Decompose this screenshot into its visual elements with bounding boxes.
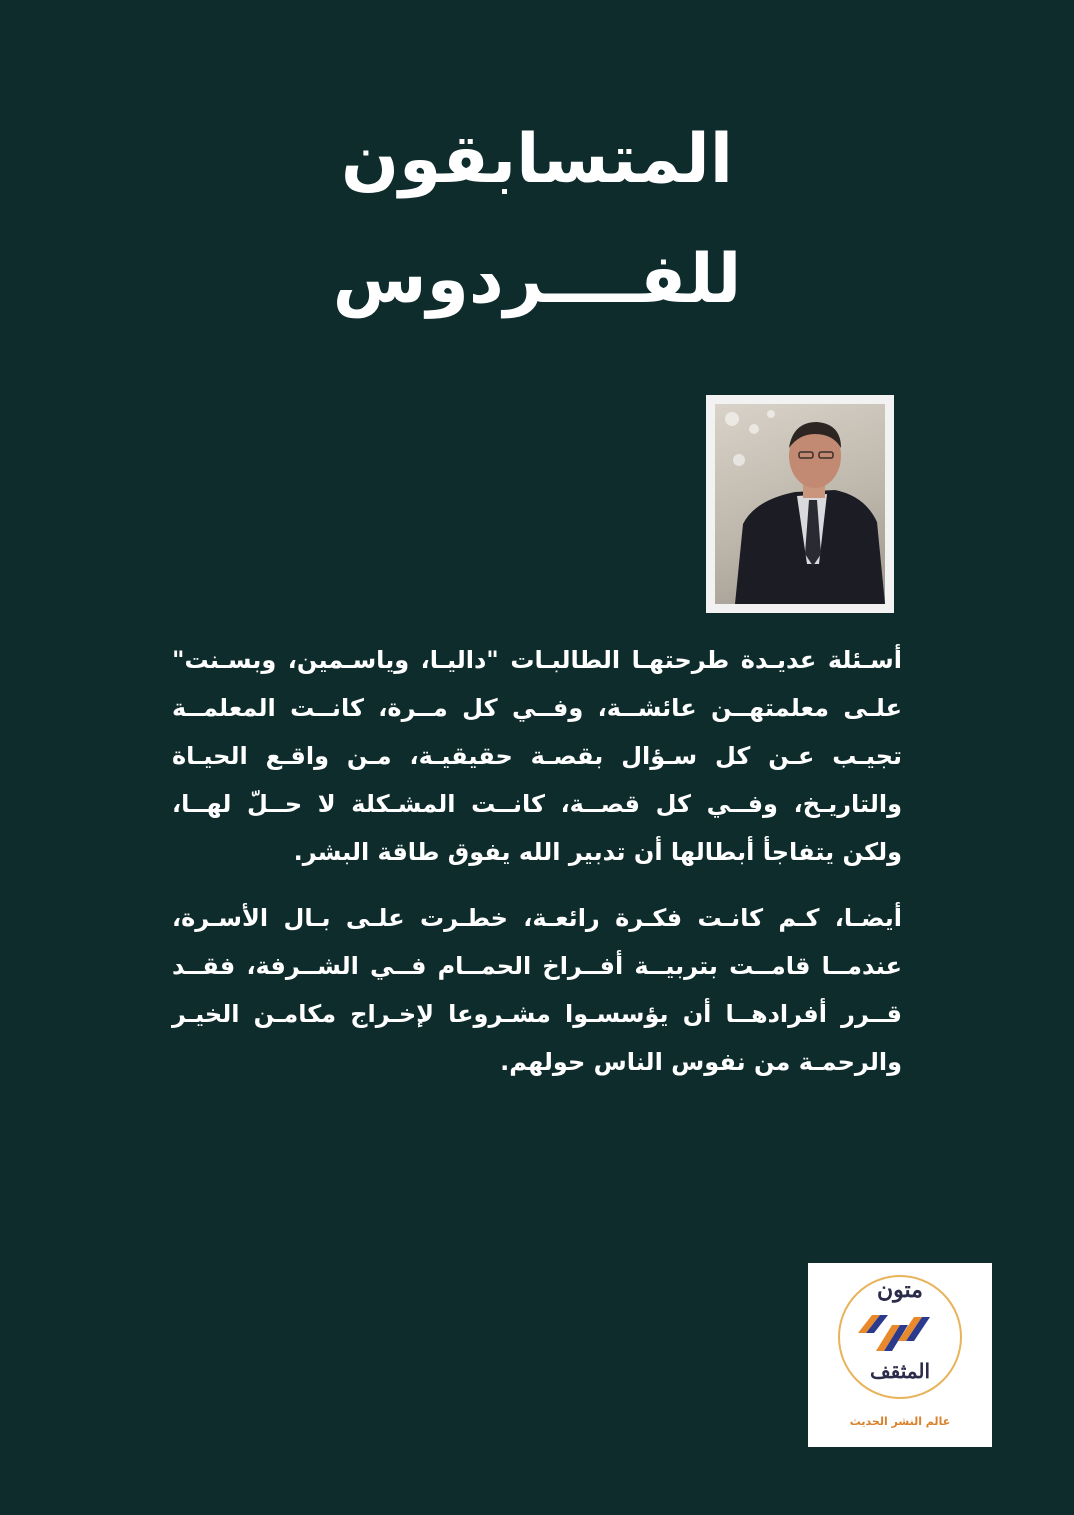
author-portrait-icon <box>715 404 885 604</box>
title-line-2: للفــــردوس <box>332 240 742 319</box>
blurb-paragraph-1: أسـئلة عديـدة طرحتهـا الطالبـات "داليـا، وياسـمين، وبسـنت" علـى معلمتهــن عائشــة، وفــي كل مــرة، كانــت المعلمــة تجيـب عـن كل سـؤال بقصـة حقيقيـة، مـن واقـع الحيـاة والتاريـخ، وفــي كل قصــة، كانــت المشـكلة لا حــلّ لهــا، ولكن يتفاجأ أبطالها أن تدبير الله يفوق طاقة البشر. <box>172 646 902 866</box>
author-photo-frame <box>706 395 894 613</box>
title-line-1: المتسابقون <box>340 120 734 199</box>
book-title <box>0 100 1074 340</box>
logo-tagline: عالم النشر الحديث <box>849 1415 951 1428</box>
logo-bottom-text: المثقف <box>869 1359 931 1383</box>
back-cover-blurb <box>172 636 902 1104</box>
publisher-logo <box>808 1263 992 1447</box>
blurb-paragraph-2: أيضـا، كـم كانـت فكـرة رائعـة، خطـرت علـى بـال الأسـرة، عندمــا قامــت بتربيــة أفــراخ الحمــام فــي الشــرفة، فقــد قــرر أفرادهــا أن يؤسسـوا مشـروعا لإخـراج مكامـن الخيـر والرحمـة من نفوس الناس حولهم. <box>172 904 902 1076</box>
logo-top-text: متون <box>877 1277 923 1303</box>
logo-stripes-icon <box>858 1311 942 1355</box>
